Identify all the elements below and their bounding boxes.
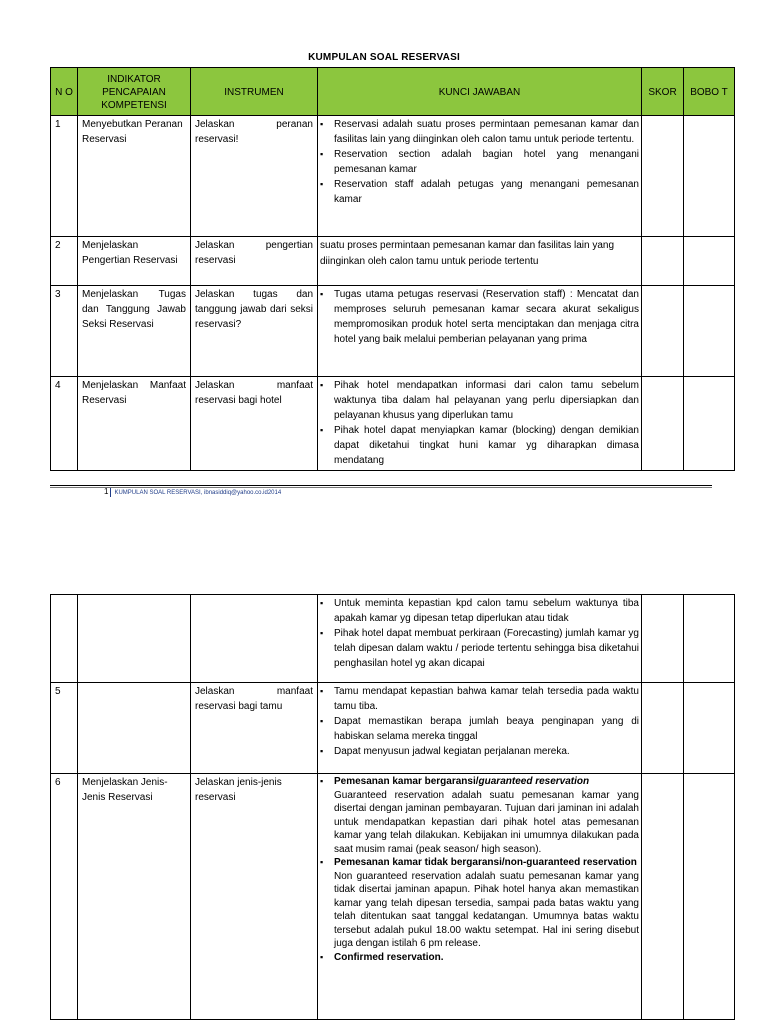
item-heading: Confirmed reservation. xyxy=(334,951,444,963)
answer-item: ▪ Dapat menyusun jadwal kegiatan perjalanan mereka. xyxy=(320,744,639,759)
answer-item: ▪ Pihak hotel mendapatkan informasi dari calon tamu sebelum waktunya tiba dalam hal pelayanan yang perlu dipersiapkan dan pelayanan khusus yang diperlukan tamu xyxy=(320,378,639,423)
row-number: 5 xyxy=(51,683,78,774)
header-indikator: INDIKATOR PENCAPAIAN KOMPETENSI xyxy=(78,68,191,116)
answer-item: ▪ Reservasi adalah suatu proses permintaan pemesanan kamar dan fasilitas lain yang diinginkan oleh calon tamu untuk periode tertentu. xyxy=(320,117,639,147)
item-heading: Pemesanan kamar tidak bergaransi/non-guaranteed reservation xyxy=(334,857,637,868)
instrumen-cell: Jelaskan jenis-jenis reservasi xyxy=(191,774,318,1020)
bobot-cell xyxy=(684,116,735,237)
answer-item xyxy=(320,775,639,856)
answer-item: ▪ Reservation staff adalah petugas yang menangani pemesanan kamar xyxy=(320,177,639,207)
skor-cell xyxy=(642,286,684,377)
kunci-cell: suatu proses permintaan pemesanan kamar dan fasilitas lain yang diinginkan oleh calon tamu untuk periode tertentu xyxy=(318,237,642,286)
table-row xyxy=(51,116,735,237)
footer-divider xyxy=(50,485,712,486)
item-body: Guaranteed reservation adalah suatu pemesanan kamar yang disertai dengan jaminan pembayaran. Tujuan dari jaminan ini adalah untuk mendapatkan kepastian dari pihak hotel atas pemesanan kamar yang telah dilakukan. Kebijakan ini umumnya dilakukan pada saat musim ramai (peak season/ high season). xyxy=(334,789,639,855)
row-number: 4 xyxy=(51,377,78,471)
table-row xyxy=(51,237,735,286)
instrumen-cell: Jelaskan manfaat reservasi bagi hotel xyxy=(191,377,318,471)
instrumen-cell: Jelaskan peranan reservasi! xyxy=(191,116,318,237)
answer-item: ▪ Untuk meminta kepastian kpd calon tamu sebelum waktunya tiba apakah kamar yg dipesan tetap diperlukan atau tidak xyxy=(320,596,639,626)
answer-item: ▪ Tamu mendapat kepastian bahwa kamar telah tersedia pada waktu tamu tiba. xyxy=(320,684,639,714)
instrumen-cell xyxy=(191,595,318,683)
skor-cell xyxy=(642,774,684,1020)
item-heading: Pemesanan kamar bergaransi/ xyxy=(334,776,479,787)
kunci-cell xyxy=(318,116,642,237)
row-number: 6 xyxy=(51,774,78,1020)
item-heading-italic: guaranteed reservation xyxy=(478,776,590,787)
answer-item: ▪ Pihak hotel dapat membuat perkiraan (Forecasting) jumlah kamar yg telah dipesan dalam waktu / periode tertentu sehingga bisa diketahui penghasilan hotel yg akan dicapai xyxy=(320,626,639,671)
indikator-cell: Menjelaskan Tugas dan Tanggung Jawab Seksi Reservasi xyxy=(78,286,191,377)
indikator-cell: Menjelaskan Pengertian Reservasi xyxy=(78,237,191,286)
indikator-cell xyxy=(78,683,191,774)
table-row xyxy=(51,286,735,377)
skor-cell xyxy=(642,595,684,683)
bobot-cell xyxy=(684,595,735,683)
header-bobot: BOBO T xyxy=(684,68,735,116)
indikator-cell: Menjelaskan Jenis-Jenis Reservasi xyxy=(78,774,191,1020)
answer-item: ▪ Dapat memastikan berapa jumlah beaya penginapan yang di habiskan selama mereka tinggal xyxy=(320,714,639,744)
page-number: 1 xyxy=(104,487,109,496)
indikator-cell xyxy=(78,595,191,683)
header-no: N O xyxy=(51,68,78,116)
footer-text: KUMPULAN SOAL RESERVASI, ibnasiddiq@yahoo.co.id2014 xyxy=(114,490,282,496)
row-number: 2 xyxy=(51,237,78,286)
item-body: Non guaranteed reservation adalah suatu pemesanan kamar yang tidak disertai jaminan apapun. Pihak hotel hanya akan memastikan kamar yang telah dipesan tersedia, sampai pada batas waktu yang telah ditentukan saat tanggal kedatangan. Umumnya batas waktu tersebut adalah pukul 18.00 waktu setempat. Hal ini sering disebut juga dengan istilah 6 pm release. xyxy=(334,870,639,949)
table-row xyxy=(51,774,735,1020)
kunci-cell xyxy=(318,774,642,1020)
answer-item: ▪ Tugas utama petugas reservasi (Reservation staff) : Mencatat dan memproses seluruh pemesanan kamar secara akurat sekaligus mempromosikan produk hotel serta menciptakan dan menjaga citra hotel yang baik melalui pemberian pelayanan yang prima xyxy=(320,287,639,347)
page-footer xyxy=(104,487,281,497)
answer-item xyxy=(320,951,639,965)
row-number xyxy=(51,595,78,683)
instrumen-cell: Jelaskan pengertian reservasi xyxy=(191,237,318,286)
instrumen-cell: Jelaskan manfaat reservasi bagi tamu xyxy=(191,683,318,774)
answer-item xyxy=(320,856,639,951)
kunci-cell xyxy=(318,286,642,377)
header-skor: SKOR xyxy=(642,68,684,116)
row-number: 1 xyxy=(51,116,78,237)
bobot-cell xyxy=(684,286,735,377)
skor-cell xyxy=(642,237,684,286)
reservation-question-table-page-1 xyxy=(50,67,735,471)
kunci-cell xyxy=(318,683,642,774)
kunci-cell xyxy=(318,595,642,683)
kunci-cell xyxy=(318,377,642,471)
answer-item: ▪ Pihak hotel dapat menyiapkan kamar (blocking) dengan demikian dapat diketahui tingkat huni kamar yg diharapkan dimasa mendatang xyxy=(320,423,639,468)
instrumen-cell: Jelaskan tugas dan tanggung jawab dari seksi reservasi? xyxy=(191,286,318,377)
table-row xyxy=(51,683,735,774)
skor-cell xyxy=(642,683,684,774)
indikator-cell: Menjelaskan Manfaat Reservasi xyxy=(78,377,191,471)
table-row xyxy=(51,595,735,683)
bobot-cell xyxy=(684,237,735,286)
skor-cell xyxy=(642,377,684,471)
table-row xyxy=(51,377,735,471)
row-number: 3 xyxy=(51,286,78,377)
header-instrumen: INSTRUMEN xyxy=(191,68,318,116)
bobot-cell xyxy=(684,377,735,471)
indikator-cell: Menyebutkan Peranan Reservasi xyxy=(78,116,191,237)
header-kunci-jawaban: KUNCI JAWABAN xyxy=(318,68,642,116)
bobot-cell xyxy=(684,683,735,774)
answer-item: ▪ Reservation section adalah bagian hotel yang menangani pemesanan kamar xyxy=(320,147,639,177)
bobot-cell xyxy=(684,774,735,1020)
skor-cell xyxy=(642,116,684,237)
footer-separator xyxy=(110,488,111,497)
reservation-question-table-page-2 xyxy=(50,594,735,1020)
document-title: KUMPULAN SOAL RESERVASI xyxy=(308,52,460,63)
